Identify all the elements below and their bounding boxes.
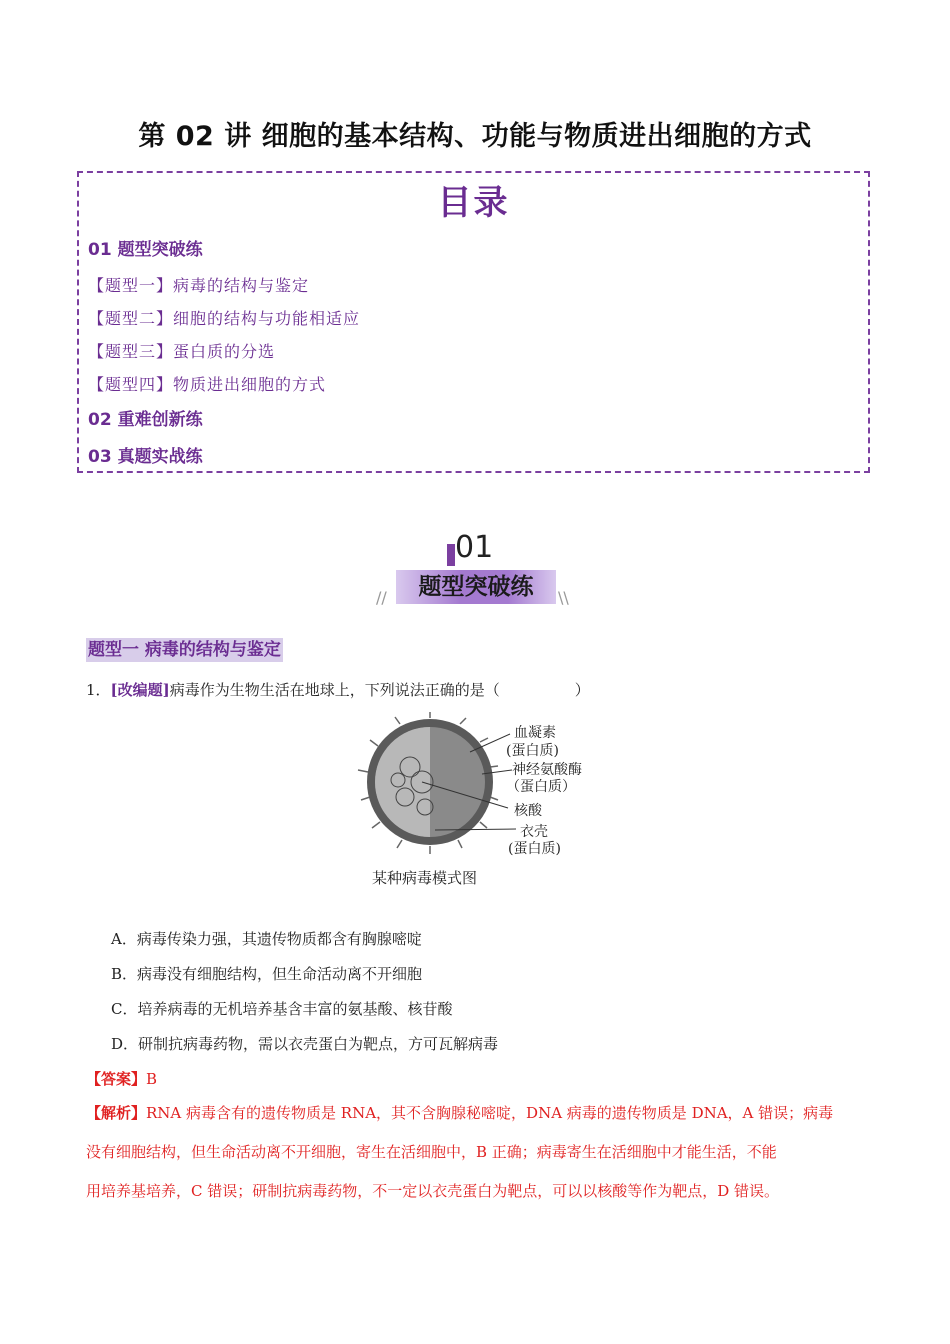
toc-item-3[interactable]: 【题型三】蛋白质的分选 xyxy=(88,342,276,361)
analysis-line-3: 用培养基培养，C 错误；研制抗病毒药物，不一定以衣壳蛋白为靶点，可以以核酸等作为靶点，D 错误。 xyxy=(86,1182,780,1200)
slash-right-icon: \\ xyxy=(558,588,569,607)
analysis-line-1 xyxy=(86,1102,866,1123)
toc-item-2[interactable]: 【题型二】细胞的结构与功能相适应 xyxy=(88,309,361,328)
label-nucleic-acid: 核酸 xyxy=(514,803,542,819)
option-d[interactable]: D．研制抗病毒药物，需以衣壳蛋白为靶点，方可瓦解病毒 xyxy=(111,1035,499,1053)
banner-accent-bar xyxy=(447,544,455,566)
question-tag: [改编题] xyxy=(110,681,170,699)
answer-value: B xyxy=(146,1070,158,1088)
question-text: 病毒作为生物生活在地球上，下列说法正确的是（ ） xyxy=(169,681,590,699)
toc-section-1[interactable]: 01 题型突破练 xyxy=(88,240,203,260)
label-protein-2: （蛋白质） xyxy=(506,779,576,795)
question-type-title: 题型一 病毒的结构与鉴定 xyxy=(88,640,281,660)
label-hemagglutinin: 血凝素 xyxy=(514,725,556,741)
toc-item-4[interactable]: 【题型四】物质进出细胞的方式 xyxy=(88,375,327,394)
figure-caption: 某种病毒模式图 xyxy=(372,869,478,887)
toc-item-1[interactable]: 【题型一】病毒的结构与鉴定 xyxy=(88,276,310,295)
answer-label: 【答案】 xyxy=(86,1070,147,1088)
question-stem xyxy=(86,679,590,700)
analysis-label: 【解析】 xyxy=(86,1104,147,1122)
page-title: 第 02 讲 细胞的基本结构、功能与物质进出细胞的方式 xyxy=(138,121,812,152)
analysis-text-1: RNA 病毒含有的遗传物质是 RNA，其不含胸腺秘嘧啶，DNA 病毒的遗传物质是 DNA，A 错误；病毒 xyxy=(146,1104,834,1122)
slash-left-icon: // xyxy=(376,588,387,607)
option-b[interactable]: B．病毒没有细胞结构，但生命活动离不开细胞 xyxy=(111,965,423,983)
label-protein-1: (蛋白质) xyxy=(506,743,559,759)
option-c[interactable]: C．培养病毒的无机培养基含丰富的氨基酸、核苷酸 xyxy=(111,1000,453,1018)
toc-heading: 目录 xyxy=(437,183,510,223)
option-a[interactable]: A．病毒传染力强，其遗传物质都含有胸腺嘧啶 xyxy=(111,930,422,948)
analysis-line-2: 没有细胞结构，但生命活动离不开细胞，寄生在活细胞中，B 正确；病毒寄生在活细胞中才能生活，不能 xyxy=(86,1143,777,1161)
toc-section-2[interactable]: 02 重难创新练 xyxy=(88,410,203,430)
toc-section-3[interactable]: 03 真题实战练 xyxy=(88,447,203,467)
label-capsid: 衣壳 xyxy=(520,824,548,840)
question-number: 1． xyxy=(86,681,111,699)
section-number: 01 xyxy=(455,530,494,565)
label-neuraminidase: 神经氨酸酶 xyxy=(512,762,582,778)
table-of-contents xyxy=(77,171,870,473)
section-label: 题型突破练 xyxy=(418,574,534,600)
answer xyxy=(86,1068,157,1089)
label-protein-3: (蛋白质) xyxy=(508,841,561,857)
